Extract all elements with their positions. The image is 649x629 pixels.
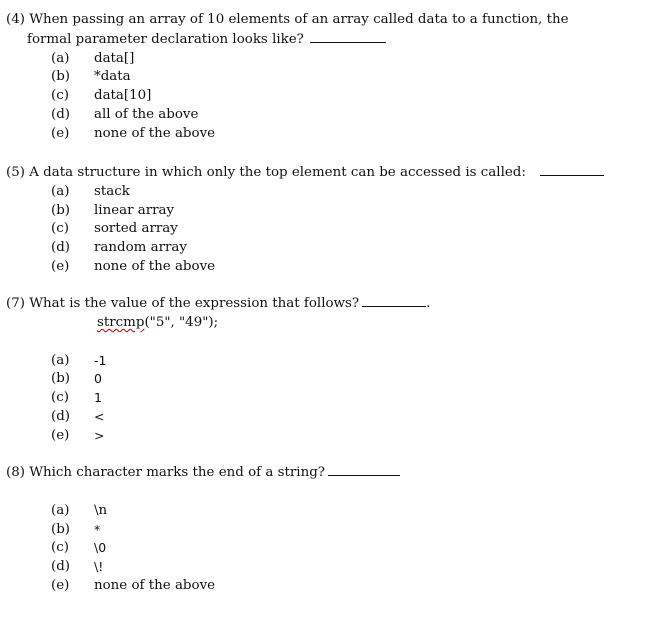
option-d[interactable] xyxy=(51,558,649,577)
option-c[interactable] xyxy=(51,389,649,408)
question-stem xyxy=(6,294,649,314)
option-e[interactable] xyxy=(51,577,649,596)
option-d[interactable] xyxy=(51,408,649,427)
option-c[interactable] xyxy=(51,220,649,239)
question-stem-text: (5) A data structure in which only the top element can be accessed is called: xyxy=(6,165,526,180)
option-text: * xyxy=(94,521,101,537)
options-list xyxy=(51,183,649,277)
answer-blank[interactable] xyxy=(540,163,604,176)
option-a[interactable] xyxy=(51,183,649,202)
question-5 xyxy=(6,163,649,277)
option-text: *data xyxy=(94,69,131,85)
option-c[interactable] xyxy=(51,87,649,106)
question-7 xyxy=(6,294,649,446)
option-text: \! xyxy=(94,559,104,575)
option-text: sorted array xyxy=(94,221,178,237)
option-label: (c) xyxy=(51,221,69,237)
question-stem xyxy=(6,463,649,483)
option-label: (b) xyxy=(51,521,71,537)
option-text: none of the above xyxy=(94,258,216,274)
option-text: \0 xyxy=(94,540,107,556)
question-4 xyxy=(6,11,649,144)
option-text: data[] xyxy=(94,50,135,66)
option-text: none of the above xyxy=(94,577,216,593)
option-a[interactable] xyxy=(51,502,649,521)
option-e[interactable] xyxy=(51,258,649,277)
option-a[interactable] xyxy=(51,50,649,69)
expression-function: strcmp xyxy=(97,314,145,330)
option-text: 0 xyxy=(94,371,102,387)
option-text: \n xyxy=(94,502,108,518)
option-a[interactable] xyxy=(51,352,649,371)
option-b[interactable] xyxy=(51,521,649,540)
answer-blank[interactable] xyxy=(310,30,386,43)
option-b[interactable] xyxy=(51,202,649,221)
option-label: (c) xyxy=(51,390,69,406)
option-text: all of the above xyxy=(94,106,199,122)
options-list xyxy=(51,502,649,596)
option-text: stack xyxy=(94,183,130,199)
option-text: random array xyxy=(94,240,187,256)
option-label: (c) xyxy=(51,540,69,556)
option-label: (d) xyxy=(51,240,71,256)
option-text: -1 xyxy=(94,352,107,368)
question-8 xyxy=(6,463,649,596)
option-label: (b) xyxy=(51,371,71,387)
option-label: (b) xyxy=(51,202,71,218)
option-text: < xyxy=(94,408,105,424)
question-stem-continued xyxy=(6,30,649,50)
option-label: (e) xyxy=(51,125,70,141)
option-text: none of the above xyxy=(94,125,216,141)
option-c[interactable] xyxy=(51,539,649,558)
option-label: (d) xyxy=(51,106,71,122)
question-stem xyxy=(6,11,649,30)
option-label: (a) xyxy=(51,502,70,518)
option-text: linear array xyxy=(94,202,175,218)
option-text: data[10] xyxy=(94,88,152,104)
option-label: (a) xyxy=(51,352,70,368)
option-label: (e) xyxy=(51,258,70,274)
option-b[interactable] xyxy=(51,370,649,389)
option-label: (c) xyxy=(51,88,69,104)
options-list xyxy=(51,50,649,144)
answer-blank[interactable] xyxy=(362,294,426,307)
option-label: (d) xyxy=(51,408,71,424)
option-d[interactable] xyxy=(51,106,649,125)
option-label: (d) xyxy=(51,559,71,575)
option-e[interactable] xyxy=(51,125,649,144)
option-e[interactable] xyxy=(51,427,649,446)
question-stem-line2: formal parameter declaration looks like? xyxy=(27,31,304,47)
option-label: (a) xyxy=(51,183,70,199)
options-list xyxy=(51,352,649,446)
option-label: (a) xyxy=(51,50,70,66)
question-stem-period: . xyxy=(426,296,431,311)
option-text: 1 xyxy=(94,390,102,406)
question-stem-text: (7) What is the value of the expression that follows? xyxy=(6,296,360,311)
expression-args: ("5", "49"); xyxy=(144,314,219,330)
question-stem-line1: (4) When passing an array of 10 elements of an array called data to a function, the xyxy=(6,12,569,27)
question-stem xyxy=(6,163,649,183)
option-label: (e) xyxy=(51,427,70,443)
option-label: (e) xyxy=(51,577,70,593)
option-text: > xyxy=(94,427,105,443)
question-stem-text: (8) Which character marks the end of a string? xyxy=(6,465,325,480)
code-expression xyxy=(6,314,649,333)
option-b[interactable] xyxy=(51,68,649,87)
answer-blank[interactable] xyxy=(328,463,400,476)
option-d[interactable] xyxy=(51,239,649,258)
option-label: (b) xyxy=(51,69,71,85)
